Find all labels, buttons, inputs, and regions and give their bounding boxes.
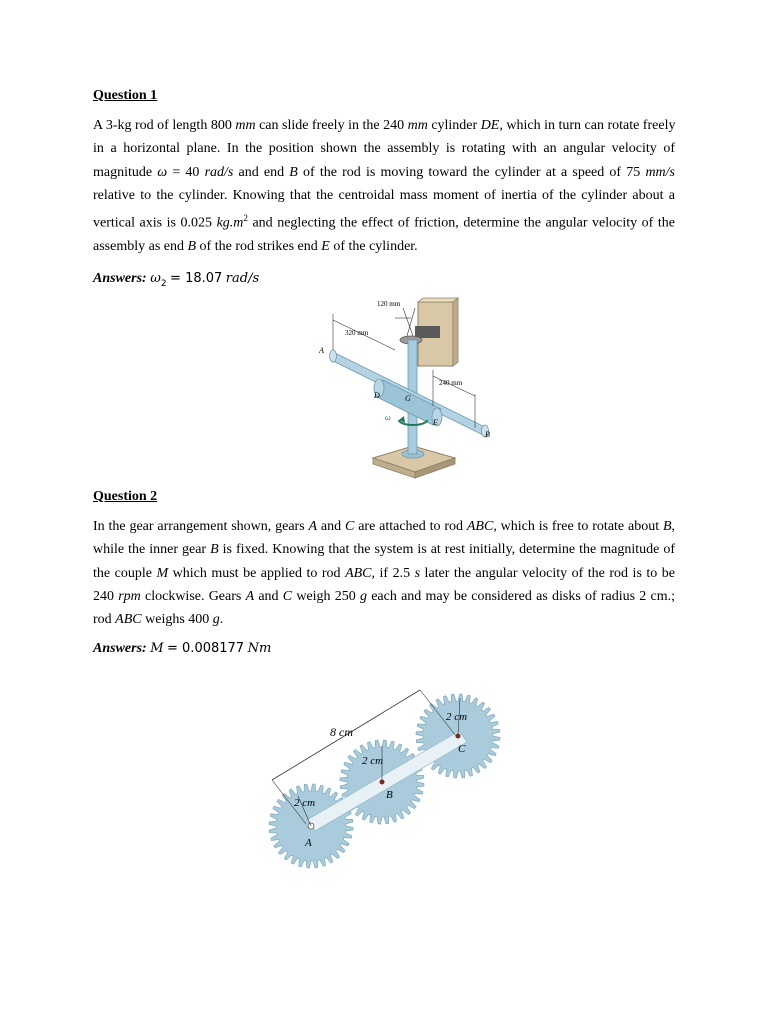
text-line: A 3-kg rod of length 800 mm can slide freely in the 240 mm cylinder DE, which in turn can rotate freely [93, 118, 676, 133]
answer-subscript: 2 [160, 278, 167, 289]
dim-240-label: 240 mm [439, 379, 463, 387]
label-b: B [485, 430, 490, 439]
label-e: E [433, 418, 438, 427]
text-line: the couple M which must be applied to rod ABC, if 2.5 s later the angular velocity of the rod is to be [93, 565, 676, 581]
answer-unit: rad/s [225, 271, 260, 286]
rod-cylinder-figure [315, 296, 505, 486]
dim-2cm-b-label: 2 cm [362, 755, 384, 767]
dim-2cm-c-label: 2 cm [446, 711, 468, 723]
question-1-text [93, 114, 675, 258]
question-2-answer: Answers: M = 0.008177 Nm [93, 641, 272, 656]
text-line: while the inner gear B is fixed. Knowing that the system is at rest initially, determine the magnitude of [93, 542, 675, 558]
answer-value: = 18.07 [170, 271, 223, 286]
text-line: assembly as end B of the rod strikes end E of the cylinder. [93, 239, 418, 255]
answer-value: = 0.008177 [167, 641, 245, 656]
dim-8cm-label: 8 cm [330, 725, 353, 739]
label-a: A [305, 837, 312, 849]
label-b: B [386, 789, 393, 801]
dim-120-label: 120 mm [377, 300, 401, 308]
text-line: magnitude ω = 40 rad/s and end B of the rod is moving toward the cylinder at a speed of 75 mm/s [93, 164, 675, 180]
bracket [415, 326, 440, 338]
answer-label: Answers [93, 641, 143, 656]
question-2-text [93, 515, 675, 631]
answer-unit: Nm [247, 641, 272, 656]
answer-symbol: ω [150, 271, 161, 286]
label-g: G [405, 394, 411, 403]
question-1-answer: Answers: $\omega_2 = 18.07$ rad/s [93, 271, 260, 289]
text-line: relative to the cylinder. Knowing that the centroidal mass moment of inertia of the cylinder about a [93, 187, 675, 203]
label-a: A [319, 346, 324, 355]
answer-symbol: M [150, 641, 164, 656]
dim-2cm-a-label: 2 cm [294, 797, 316, 809]
label-omega: ω [385, 413, 391, 422]
text-line: in a horizontal plane. In the position shown the assembly is rotating with an angular velocity of [93, 141, 675, 157]
question-1-title: Question 1 [93, 88, 158, 103]
gear-arrangement-figure [258, 676, 508, 882]
answer-label: Answers [93, 271, 143, 286]
label-d: D [374, 391, 380, 400]
dim-320-label: 320 mm [345, 329, 369, 337]
text-line: vertical axis is 0.025 $kg.m^2$ and neglecting the effect of friction, determine the angular velocity of the [93, 213, 675, 231]
text-line: 240 rpm clockwise. Gears A and C weigh 250 g each and may be considered as disks of radius 2 cm.; [93, 588, 676, 604]
text-line: In the gear arrangement shown, gears A and C are attached to rod ABC, which is free to rotate about B, [93, 519, 676, 534]
question-2-title: Question 2 [93, 489, 158, 504]
label-c: C [458, 743, 466, 755]
text-line: rod ABC weighs 400 g. [93, 612, 224, 628]
